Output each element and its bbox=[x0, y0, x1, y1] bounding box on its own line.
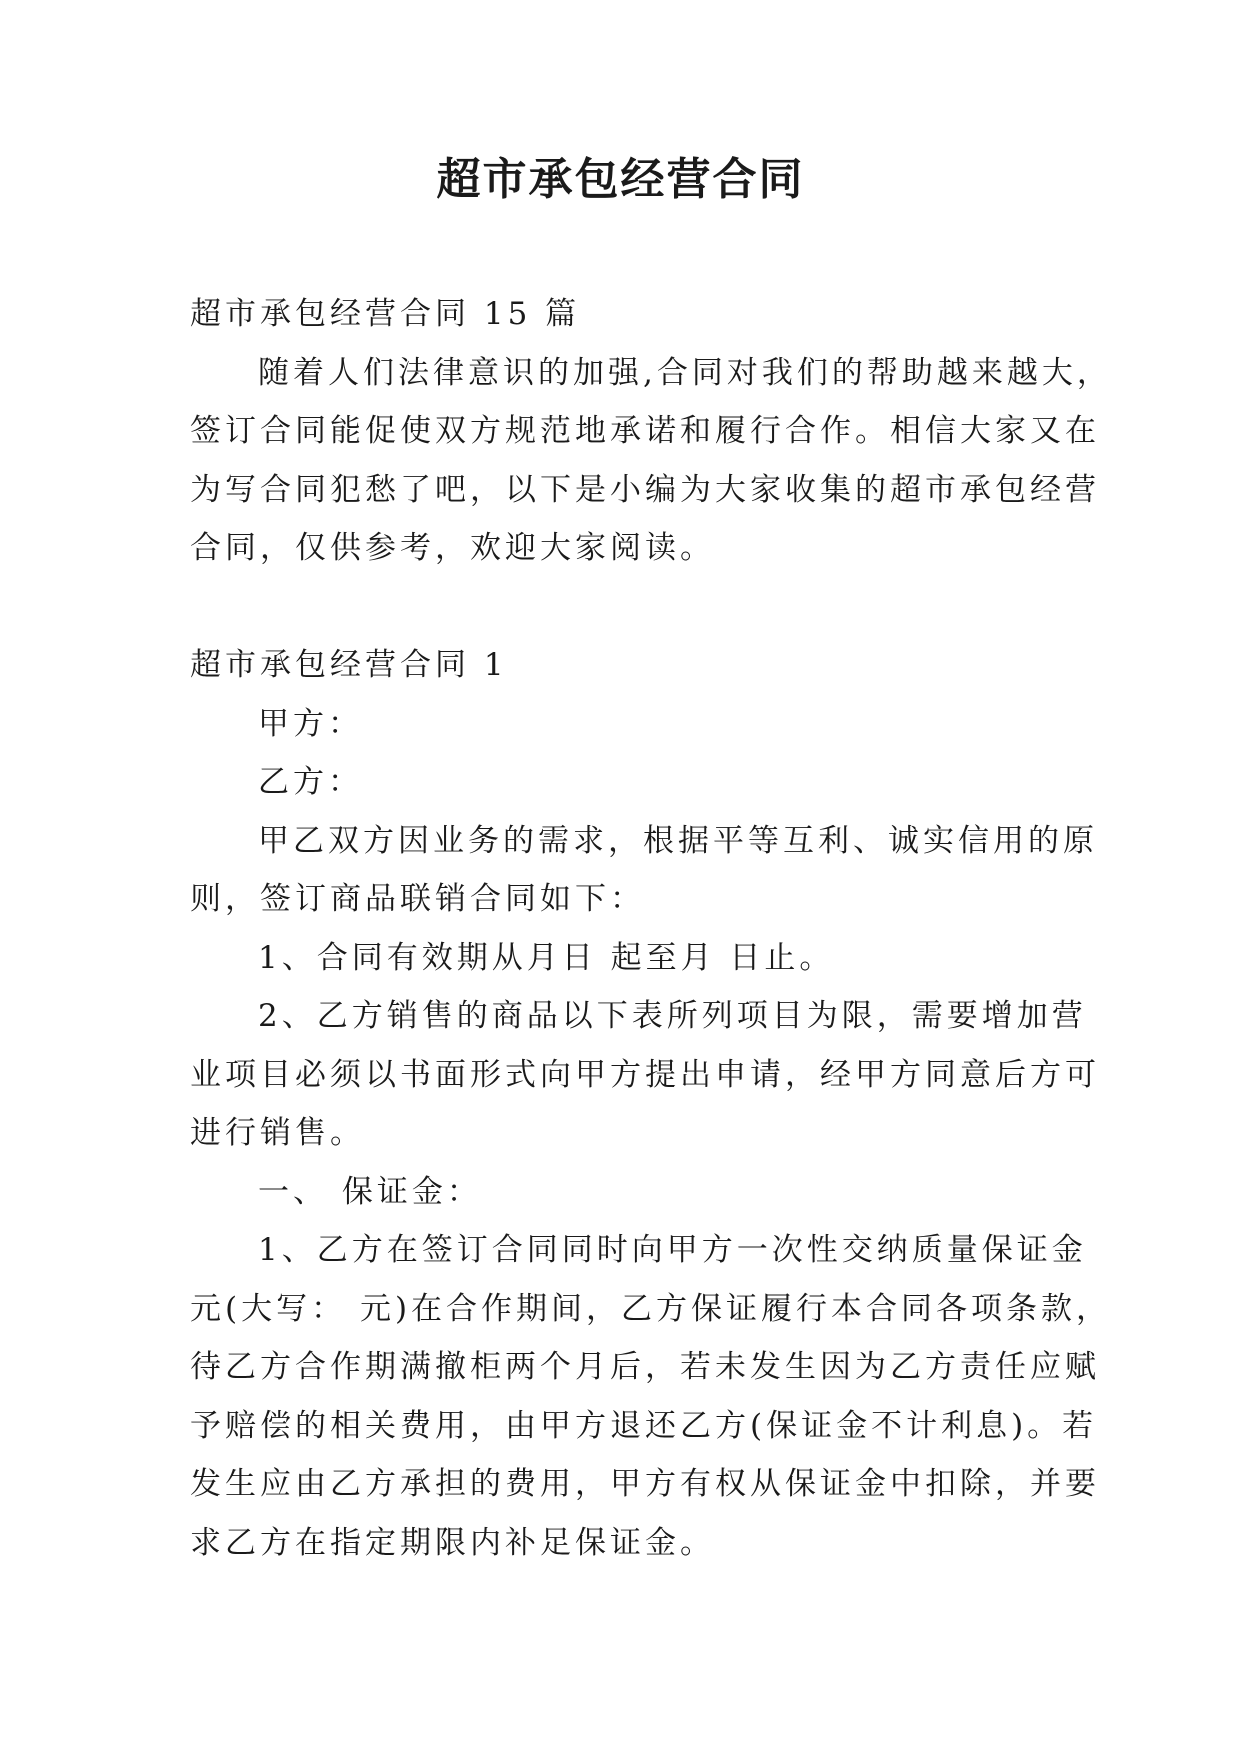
party-a-line: 甲方： bbox=[258, 705, 363, 742]
section-gap bbox=[190, 578, 1060, 637]
intro-line-4: 合同，仅供参考，欢迎大家阅读。 bbox=[190, 530, 715, 566]
intro-line-2: 签订合同能促使双方规范地承诺和履行合作。相信大家又在 bbox=[190, 413, 1100, 449]
deposit-line-2: 元(大写： 元)在合作期间，乙方保证履行本合同各项条款， bbox=[190, 1290, 1112, 1327]
intro-line-3: 为写合同犯愁了吧，以下是小编为大家收集的超市承包经营 bbox=[190, 471, 1100, 508]
deposit-line-5: 发生应由乙方承担的费用，甲方有权从保证金中扣除，并要 bbox=[190, 1466, 1100, 1502]
party-b-line: 乙方： bbox=[258, 764, 363, 800]
clause-2-line-2: 业项目必须以书面形式向甲方提出申请，经甲方同意后方可 bbox=[190, 1056, 1100, 1093]
deposit-line-3: 待乙方合作期满撤柜两个月后，若未发生因为乙方责任应赋 bbox=[190, 1349, 1100, 1385]
document-title: 超市承包经营合同 bbox=[436, 154, 805, 205]
subtitle-line: 超市承包经营合同 15 篇 bbox=[190, 296, 581, 332]
intro-line-1: 随着人们法律意识的加强,合同对我们的帮助越来越大， bbox=[258, 354, 1112, 391]
deposit-line-4: 予赔偿的相关费用，由甲方退还乙方(保证金不计利息)。若 bbox=[190, 1407, 1098, 1444]
document-body bbox=[190, 285, 1112, 1572]
deposit-heading: 一、 保证金： bbox=[258, 1173, 482, 1210]
clause-1-line: 1、合同有效期从月日 起至月 日止。 bbox=[258, 939, 835, 976]
clause-2-line-3: 进行销售。 bbox=[190, 1115, 365, 1151]
section-heading: 超市承包经营合同 1 bbox=[190, 647, 508, 683]
clause-2-line-1: 2、乙方销售的商品以下表所列项目为限，需要增加营 bbox=[258, 998, 1087, 1034]
deposit-line-1: 1、乙方在签订合同同时向甲方一次性交纳质量保证金 bbox=[258, 1232, 1087, 1268]
preamble-line-2: 则，签订商品联销合同如下： bbox=[190, 881, 645, 917]
deposit-line-6: 求乙方在指定期限内补足保证金。 bbox=[190, 1524, 715, 1561]
preamble-line-1: 甲乙双方因业务的需求，根据平等互利、诚实信用的原 bbox=[258, 822, 1098, 859]
